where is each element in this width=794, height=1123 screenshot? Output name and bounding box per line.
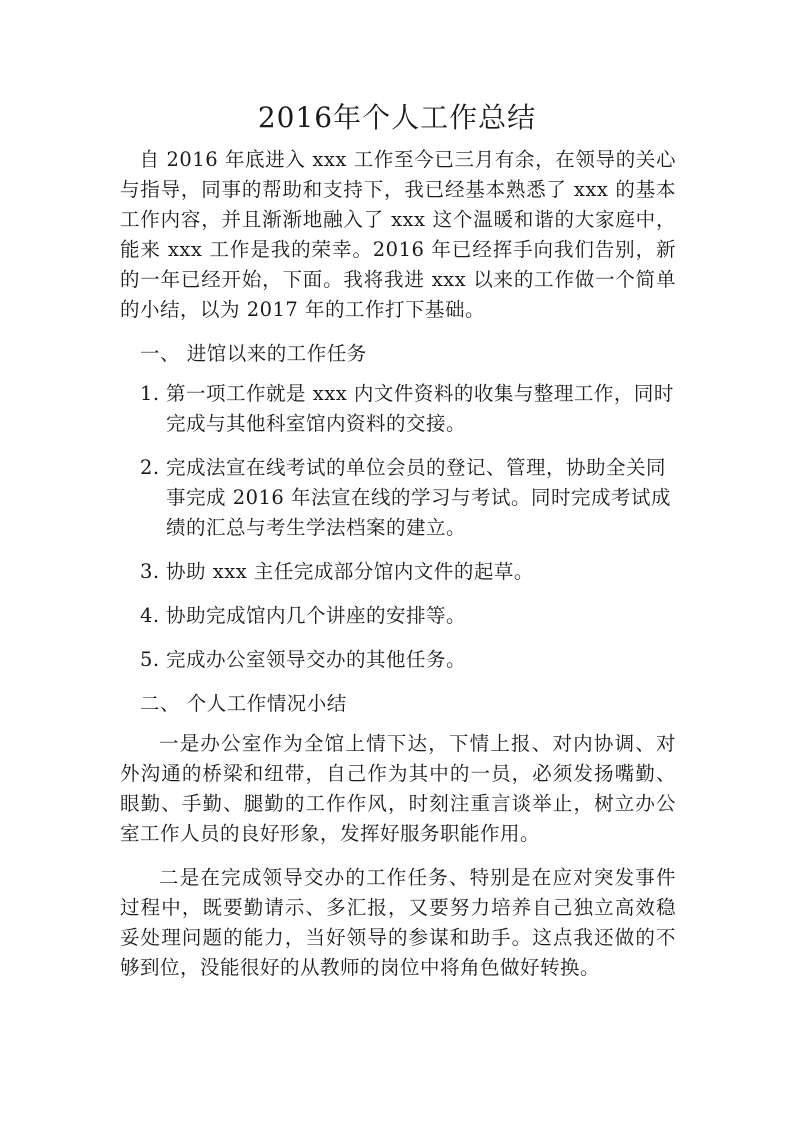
- list-item: [120, 601, 676, 631]
- list-item: [120, 645, 676, 675]
- document-title: 2016年个人工作总结: [257, 101, 537, 134]
- list-item-text: 第一项工作就是 xxx 内文件资料的收集与整理工作，同时完成与其他科室馆内资料的交接。: [166, 382, 674, 435]
- list-item-text: 协助完成馆内几个讲座的安排等。: [166, 604, 467, 627]
- list-item: [120, 557, 676, 587]
- section-heading-1: 一、 进馆以来的工作任务: [140, 342, 367, 365]
- task-list: [120, 379, 676, 675]
- list-item: [120, 379, 676, 439]
- list-item-number: 4.: [140, 604, 160, 627]
- section-heading-2: 二、 个人工作情况小结: [140, 692, 347, 715]
- intro-paragraph: 自 2016 年底进入 xxx 工作至今已三月有余，在领导的关心与指导，同事的帮助和支持下，我已经基本熟悉了 xxx 的基本工作内容，并且渐渐地融入了 xxx 这个温暖和谐的大家庭中，能来 xxx 工作是我的荣幸。2016 年已经挥手向我们告别，新的一年已经开始，下面。我将我进 xxx 以来的工作做一个简单的小结，以为 2017 年的工作打下基础。: [120, 148, 676, 321]
- summary-paragraph-1: 一是办公室作为全馆上情下达，下情上报、对内协调、对外沟通的桥梁和纽带，自己作为其中的一员，必须发扬嘴勤、眼勤、手勤、腿勤的工作作风，时刻注重言谈举止，树立办公室工作人员的良好形象，发挥好服务职能作用。: [120, 732, 676, 845]
- list-item: [120, 453, 676, 543]
- list-item-number: 5.: [140, 648, 160, 671]
- list-item-text: 完成办公室领导交办的其他任务。: [166, 648, 467, 671]
- list-item-number: 3.: [140, 560, 160, 583]
- list-item-text: 完成法宣在线考试的单位会员的登记、管理，协助全关同事完成 2016 年法宣在线的学习与考试。同时完成考试成绩的汇总与考生学法档案的建立。: [166, 456, 672, 539]
- list-item-number: 2.: [140, 456, 160, 479]
- list-item-text: 协助 xxx 主任完成部分馆内文件的起草。: [166, 560, 534, 583]
- list-item-number: 1.: [140, 382, 160, 405]
- summary-paragraph-2: 二是在完成领导交办的工作任务、特别是在应对突发事件过程中，既要勤请示、多汇报，又要努力培养自己独立高效稳妥处理问题的能力，当好领导的参谋和助手。这点我还做的不够到位，没能很好的从教师的岗位中将角色做好转换。: [120, 866, 676, 979]
- document-body: [120, 145, 676, 997]
